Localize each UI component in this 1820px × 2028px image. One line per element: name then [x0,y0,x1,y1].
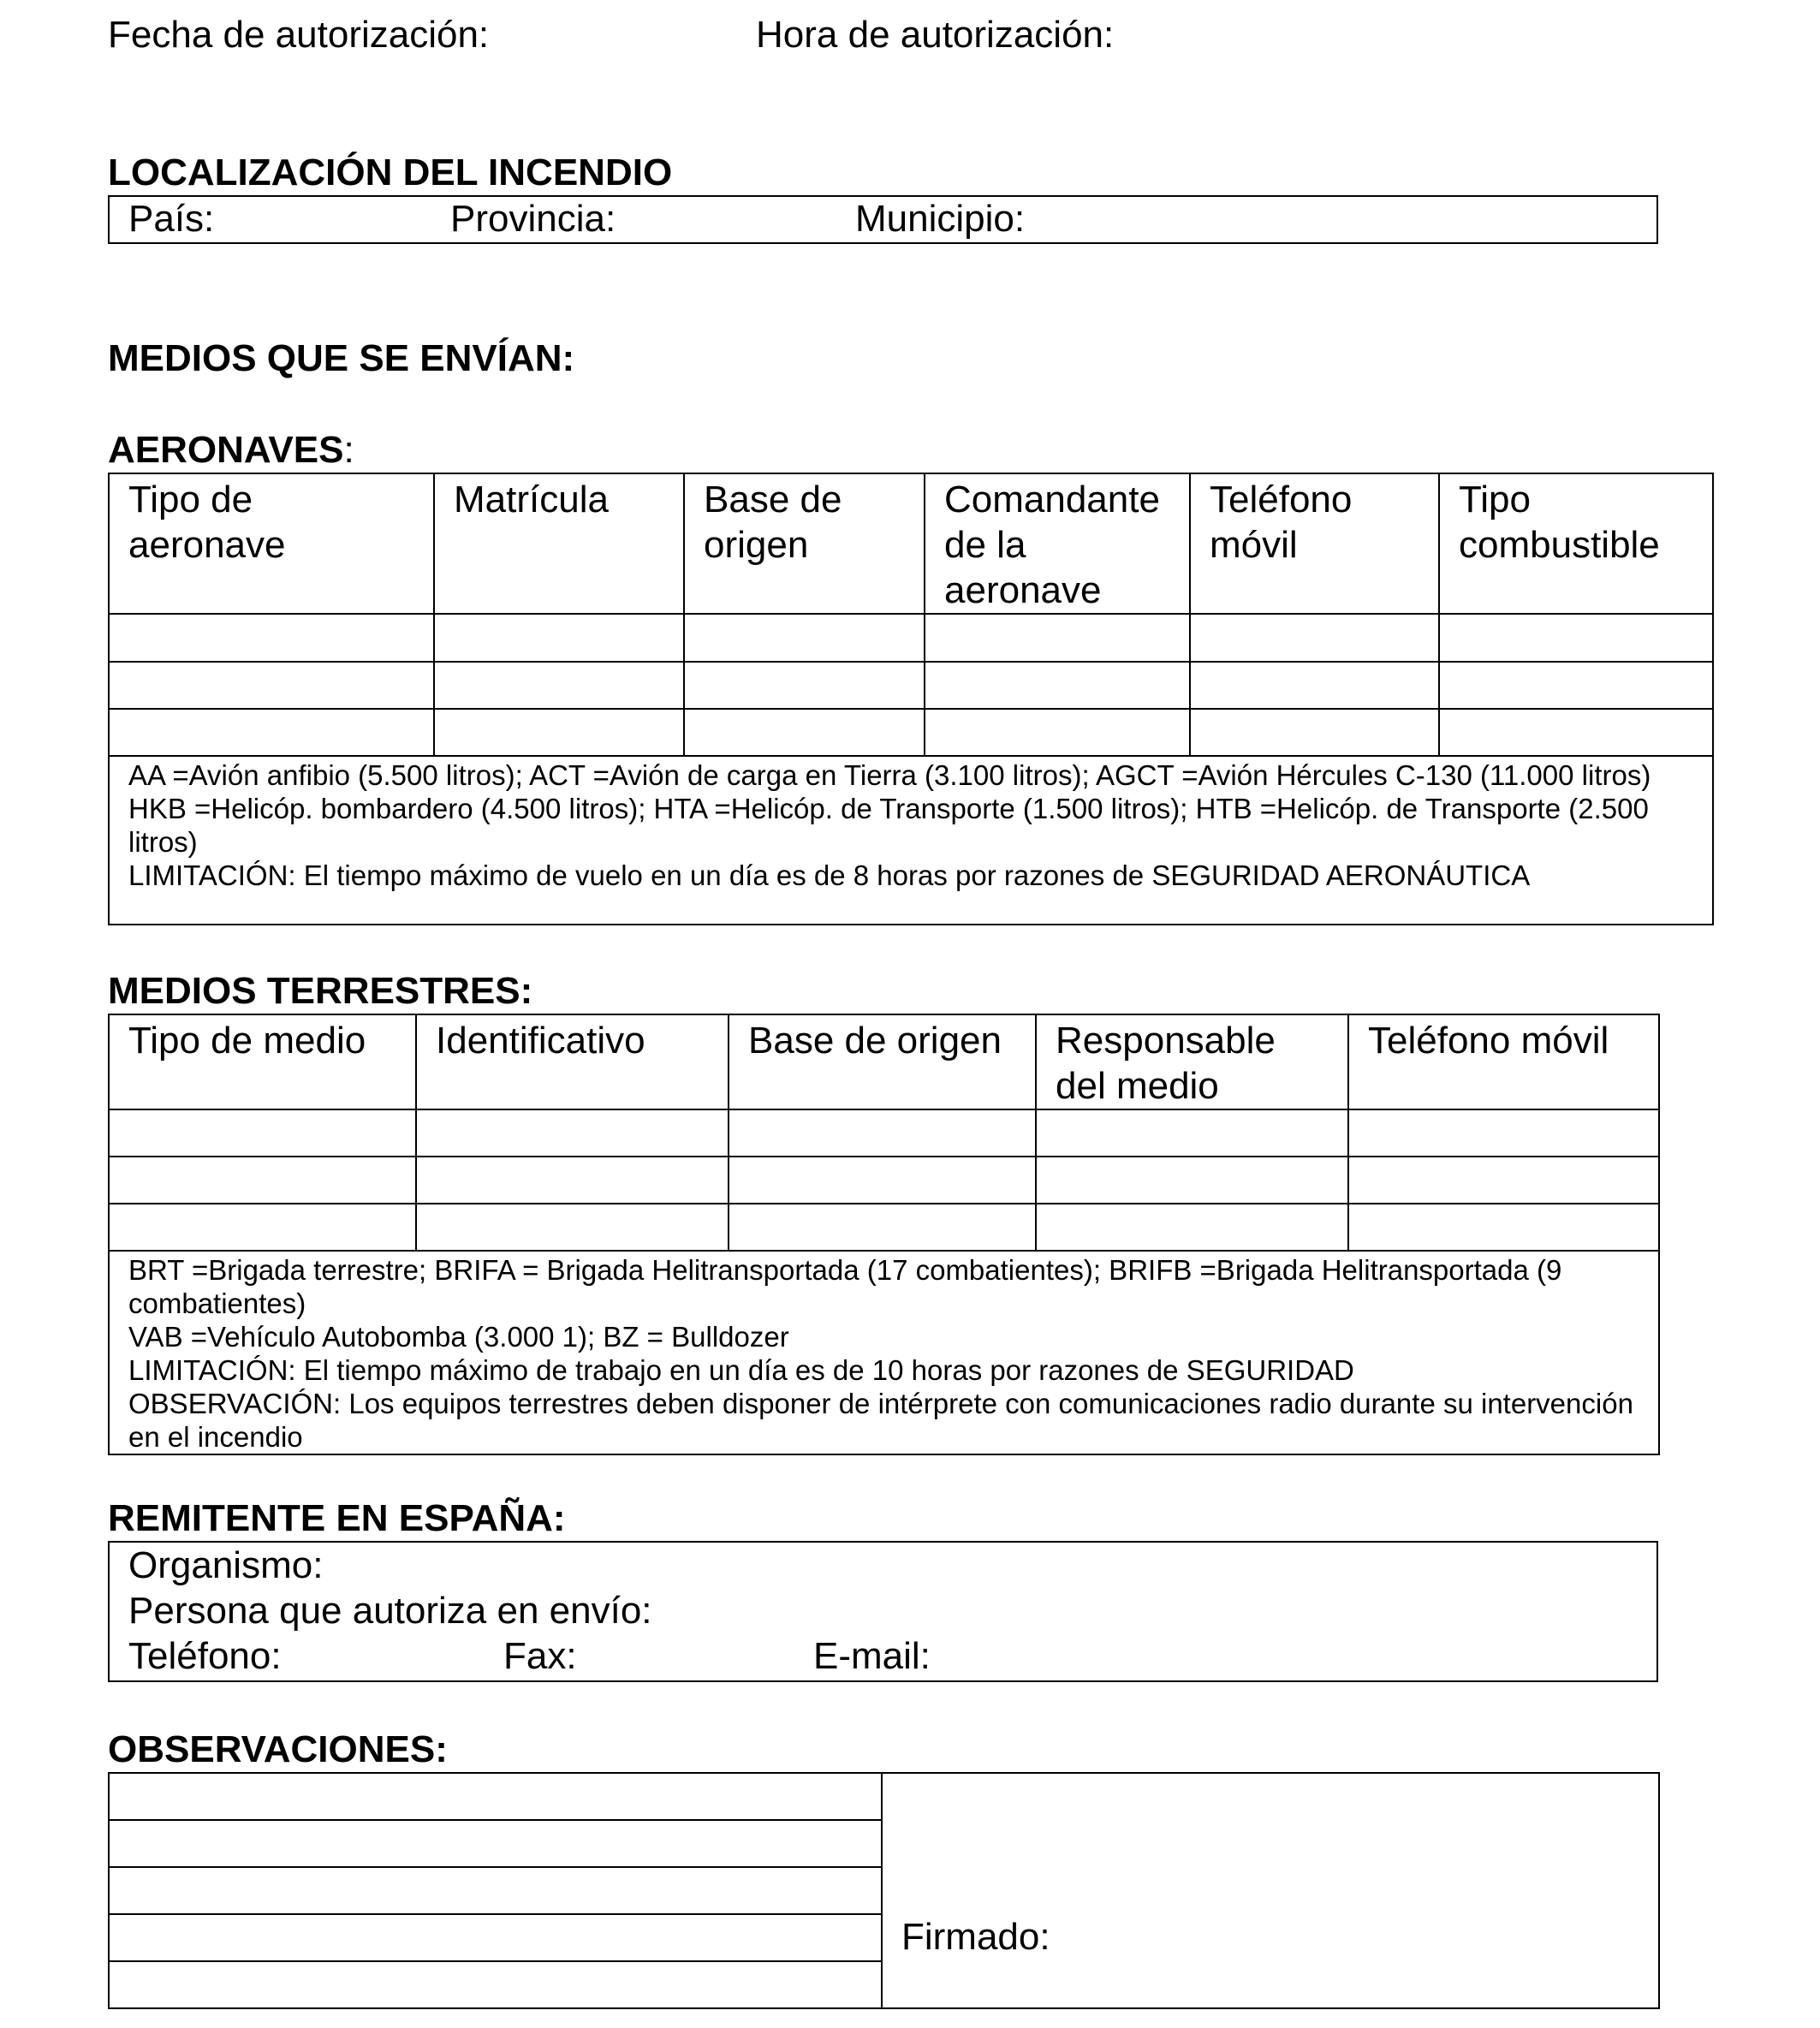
col-base-origen: Base de origen [729,1014,1036,1109]
organismo-label: Organismo: [128,1544,324,1586]
table-row[interactable] [109,1204,1659,1251]
table-row[interactable] [109,1109,1659,1157]
table-cell[interactable] [109,709,434,756]
table-cell[interactable] [109,1157,416,1204]
observaciones-line[interactable] [109,1820,882,1867]
table-cell[interactable] [1036,1157,1348,1204]
col-responsable: Responsable del medio [1036,1014,1348,1109]
table-cell[interactable] [729,1109,1036,1157]
fecha-autorizacion-label: Fecha de autorización: [108,14,490,56]
observaciones-title: OBSERVACIONES: [108,1728,448,1770]
aeronaves-notes [109,756,1713,925]
aeronaves-note-2: HKB =Helicóp. bombardero (4.500 litros); HTA =Helicóp. de Transporte (1.500 litros); HTB =Helicóp. de Transporte (2.500 litros) [128,793,1649,858]
table-cell[interactable] [109,662,434,709]
table-cell[interactable] [925,614,1190,662]
remitente-box [108,1541,1658,1682]
col-tipo-aeronave: Tipo de aeronave [109,473,434,614]
table-cell[interactable] [434,662,684,709]
municipio-label: Municipio: [855,198,1026,240]
col-matricula: Matrícula [434,473,684,614]
fax-label: Fax: [503,1635,577,1677]
table-cell[interactable] [1348,1109,1659,1157]
observaciones-line[interactable] [109,1961,882,2008]
col-comandante: Comandante de la aeronave [925,473,1190,614]
col-tipo-combustible: Tipo combustible [1439,473,1713,614]
pais-label: País: [128,198,215,240]
terrestres-title: MEDIOS TERRESTRES: [108,970,533,1012]
observaciones-line[interactable] [109,1867,882,1914]
aeronaves-title: AERONAVES: [108,429,354,471]
observaciones-table [108,1772,1660,2009]
table-row[interactable] [109,709,1713,756]
table-cell[interactable] [1439,709,1713,756]
table-cell[interactable] [1348,1157,1659,1204]
table-cell[interactable] [434,709,684,756]
table-cell[interactable] [1036,1204,1348,1251]
aeronaves-notes-row [109,756,1713,925]
firmado-label: Firmado: [901,1916,1050,1958]
hora-autorizacion-label: Hora de autorización: [756,14,1115,56]
terrestres-table [108,1014,1660,1455]
col-telefono-movil: Teléfono móvil [1348,1014,1659,1109]
localizacion-title: LOCALIZACIÓN DEL INCENDIO [108,152,673,193]
aeronaves-header-row [109,473,1713,614]
col-tipo-medio: Tipo de medio [109,1014,416,1109]
table-row[interactable] [109,1157,1659,1204]
table-cell[interactable] [1036,1109,1348,1157]
table-cell[interactable] [925,662,1190,709]
aeronaves-note-1: AA =Avión anfibio (5.500 litros); ACT =Avión de carga en Tierra (3.100 litros); AGCT =Avión Hércules C-130 (11.000 litros) [128,759,1651,791]
terrestres-note-3: LIMITACIÓN: El tiempo máximo de trabajo en un día es de 10 horas por razones de SEGURIDAD [128,1354,1354,1386]
terrestres-notes-row [109,1251,1659,1454]
table-cell[interactable] [1348,1204,1659,1251]
telefono-label: Teléfono: [128,1635,282,1677]
table-cell[interactable] [1190,614,1439,662]
table-cell[interactable] [1190,709,1439,756]
table-cell[interactable] [416,1157,729,1204]
aeronaves-note-3: LIMITACIÓN: El tiempo máximo de vuelo en un día es de 8 horas por razones de SEGURIDAD AERONÁUTICA [128,859,1531,891]
table-cell[interactable] [729,1157,1036,1204]
terrestres-header-row [109,1014,1659,1109]
col-base-origen: Base de origen [684,473,925,614]
table-row[interactable] [109,614,1713,662]
provincia-label: Provincia: [450,198,616,240]
persona-autoriza-label: Persona que autoriza en envío: [128,1590,652,1632]
firma-cell[interactable] [882,1773,1659,2008]
col-telefono-movil: Teléfono móvil [1190,473,1439,614]
observaciones-line[interactable] [109,1914,882,1961]
aeronaves-table [108,473,1714,925]
table-cell[interactable] [109,614,434,662]
table-cell[interactable] [109,1109,416,1157]
table-cell[interactable] [109,1204,416,1251]
table-cell[interactable] [684,662,925,709]
observaciones-line[interactable] [109,1773,882,1820]
table-cell[interactable] [684,709,925,756]
table-cell[interactable] [925,709,1190,756]
table-cell[interactable] [1439,614,1713,662]
table-cell[interactable] [416,1109,729,1157]
table-cell[interactable] [434,614,684,662]
terrestres-note-4: OBSERVACIÓN: Los equipos terrestres deben disponer de intérprete con comunicaciones radio durante su intervención en el incendio [128,1388,1633,1453]
table-cell[interactable] [684,614,925,662]
terrestres-note-2: VAB =Vehículo Autobomba (3.000 1); BZ = Bulldozer [128,1321,789,1353]
localizacion-box [108,195,1658,244]
medios-title: MEDIOS QUE SE ENVÍAN: [108,337,575,379]
terrestres-note-1: BRT =Brigada terrestre; BRIFA = Brigada Helitransportada (17 combatientes); BRIFB =Brigada Helitransportada (9 combatientes) [128,1254,1562,1319]
email-label: E-mail: [813,1635,931,1677]
terrestres-notes [109,1251,1659,1454]
table-cell[interactable] [416,1204,729,1251]
table-cell[interactable] [1439,662,1713,709]
table-cell[interactable] [729,1204,1036,1251]
col-identificativo: Identificativo [416,1014,729,1109]
remitente-title: REMITENTE EN ESPAÑA: [108,1497,566,1539]
table-row[interactable] [109,662,1713,709]
table-cell[interactable] [1190,662,1439,709]
